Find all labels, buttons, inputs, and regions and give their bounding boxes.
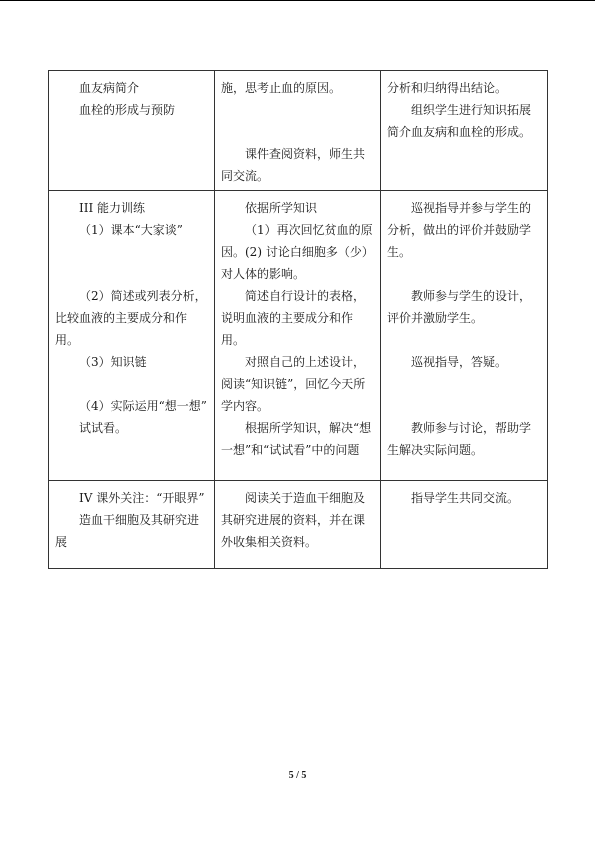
topic-thrombosis: 血栓的形成与预防 [79, 103, 176, 117]
student-activity-cell [215, 191, 381, 481]
student-activity-cell [215, 71, 381, 191]
student-activity-text: 课件查阅资料，师生共同交流。 [221, 147, 366, 183]
teacher-activity-cell [381, 191, 548, 481]
teacher-activity-text: 教师参与讨论，帮助学生解决实际问题。 [387, 421, 532, 457]
top-rule [0, 0, 595, 1]
training-item: （3）知识链 [79, 355, 147, 369]
training-item: （4）实际运用“想一想” [79, 399, 207, 413]
training-item: （1）课本“大家谈” [79, 223, 183, 237]
student-activity-text: 简述自行设计的表格，说明血液的主要成分和作用。 [221, 289, 366, 347]
training-item: （2）简述或列表分析，比较血液的主要成分和作用。 [55, 289, 207, 347]
student-activity-text: 施，思考止血的原因。 [221, 81, 342, 95]
teacher-activity-text: 指导学生共同交流。 [411, 491, 520, 505]
student-activity-text: 阅读关于造血干细胞及其研究进展的资料，并在课外收集相关资料。 [221, 491, 366, 549]
student-activity-text: 对照自己的上述设计，阅读“知识链”，回忆今天所学内容。 [221, 355, 366, 413]
section-heading: IV 课外关注：“开眼界” [79, 491, 205, 505]
training-item: 试试看。 [79, 421, 128, 435]
teacher-activity-cell [381, 481, 548, 569]
student-activity-text: （1）再次回忆贫血的原因。(2) 讨论白细胞多（少）对人体的影响。 [221, 223, 374, 281]
table-row [49, 191, 548, 481]
page-number: 5 / 5 [288, 770, 307, 781]
table-row [49, 481, 548, 569]
table-row [49, 71, 548, 191]
content-cell [49, 71, 215, 191]
topic-hemophilia: 血友病简介 [79, 81, 140, 95]
content-cell [49, 481, 215, 569]
teacher-activity-text: 分析和归纳得出结论。 [387, 81, 508, 95]
extension-item: 造血干细胞及其研究进展 [55, 513, 200, 549]
student-activity-text: 根据所学知识，解决“想一想”和“试试看”中的问题 [221, 421, 372, 457]
section-heading: III 能力训练 [79, 201, 146, 215]
teacher-activity-text: 巡视指导，答疑。 [411, 355, 508, 369]
teacher-activity-cell [381, 71, 548, 191]
content-cell [49, 191, 215, 481]
student-activity-cell [215, 481, 381, 569]
teacher-activity-text: 教师参与学生的设计，评价并激励学生。 [387, 289, 532, 325]
student-activity-text: 依据所学知识 [245, 201, 318, 215]
lesson-plan-table [48, 70, 548, 569]
teacher-activity-text: 组织学生进行知识拓展简介血友病和血栓的形成。 [387, 103, 532, 139]
teacher-activity-text: 巡视指导并参与学生的分析，做出的评价并鼓励学生。 [387, 201, 532, 259]
